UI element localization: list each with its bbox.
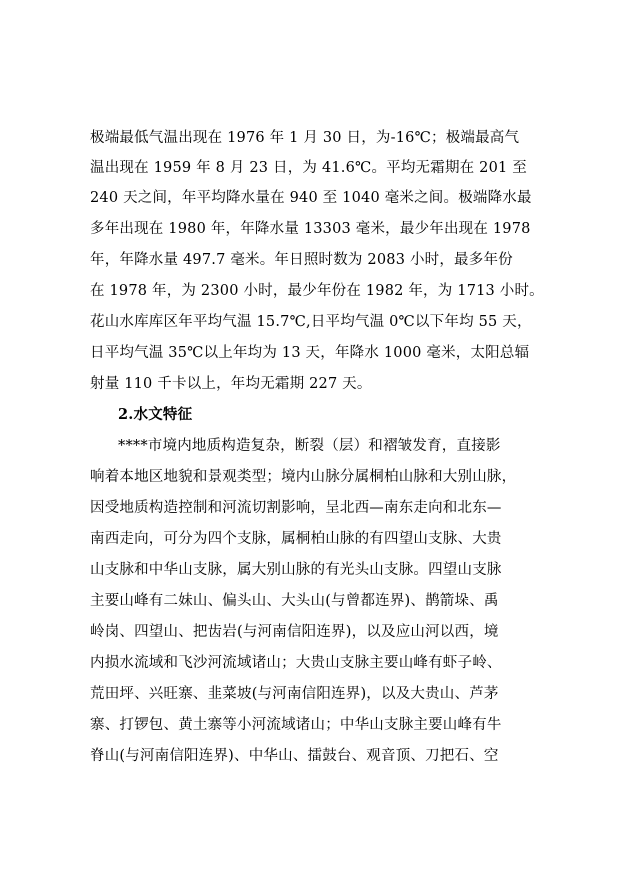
paragraph-line: 因受地质构造控制和河流切割影响，呈北西—南东走向和北东— — [90, 500, 502, 516]
paragraph-line: 山支脉和中华山支脉，属大别山脉的有光头山支脉。四望山支脉 — [90, 562, 502, 578]
paragraph-line: 南西走向，可分为四个支脉，属桐柏山脉的有四望山支脉、大贵 — [90, 531, 502, 547]
paragraph-line: 射量 110 千卡以上，年均无霜期 227 天。 — [90, 376, 372, 392]
paragraph-line: 多年出现在 1980 年，年降水量 13303 毫米，最少年出现在 1978 — [90, 221, 531, 237]
paragraph-line: 主要山峰有二妹山、偏头山、大头山(与曾都连界)、鹊箭垛、禹 — [90, 593, 499, 609]
paragraph-line: 温出现在 1959 年 8 月 23 日，为 41.6℃。平均无霜期在 201 至 — [90, 160, 527, 176]
paragraph-line: 极端最低气温出现在 1976 年 1 月 30 日，为-16℃；极端最高气 — [90, 130, 520, 146]
paragraph-line: 内损水流域和飞沙河流域诸山；大贵山支脉主要山峰有虾子岭、 — [90, 655, 502, 671]
paragraph-line: 脊山(与河南信阳连界)、中华山、擂鼓台、观音顶、刀把石、空 — [90, 748, 499, 764]
paragraph-line: 日平均气温 35℃以上年均为 13 天，年降水 1000 毫米，太阳总辐 — [90, 345, 530, 361]
paragraph-line: 在 1978 年，为 2300 小时，最少年份在 1982 年，为 1713 小时。 — [90, 283, 544, 299]
paragraph-line: 岭岗、四望山、把齿岩(与河南信阳连界)，以及应山河以西，境 — [90, 624, 499, 640]
paragraph-line: 荒田坪、兴旺寨、韭菜坡(与河南信阳连界)，以及大贵山、芦茅 — [90, 686, 499, 702]
paragraph-line: 寨、打锣包、黄土寨等小河流域诸山；中华山支脉主要山峰有牛 — [90, 717, 502, 733]
section-heading: 2.水文特征 — [118, 406, 193, 423]
paragraph-line: 240 天之间，年平均降水量在 940 至 1040 毫米之间。极端降水最 — [90, 190, 532, 206]
paragraph-line: 花山水库库区年平均气温 15.7℃,日平均气温 0℃以下年均 55 天， — [90, 314, 532, 330]
paragraph-line: 响着本地区地貌和景观类型；境内山脉分属桐柏山脉和大别山脉， — [90, 469, 517, 485]
paragraph-line: ****市境内地质构造复杂，断裂（层）和褶皱发育，直接影 — [118, 438, 501, 454]
paragraph-line: 年，年降水量 497.7 毫米。年日照时数为 2083 小时，最多年份 — [90, 252, 513, 268]
